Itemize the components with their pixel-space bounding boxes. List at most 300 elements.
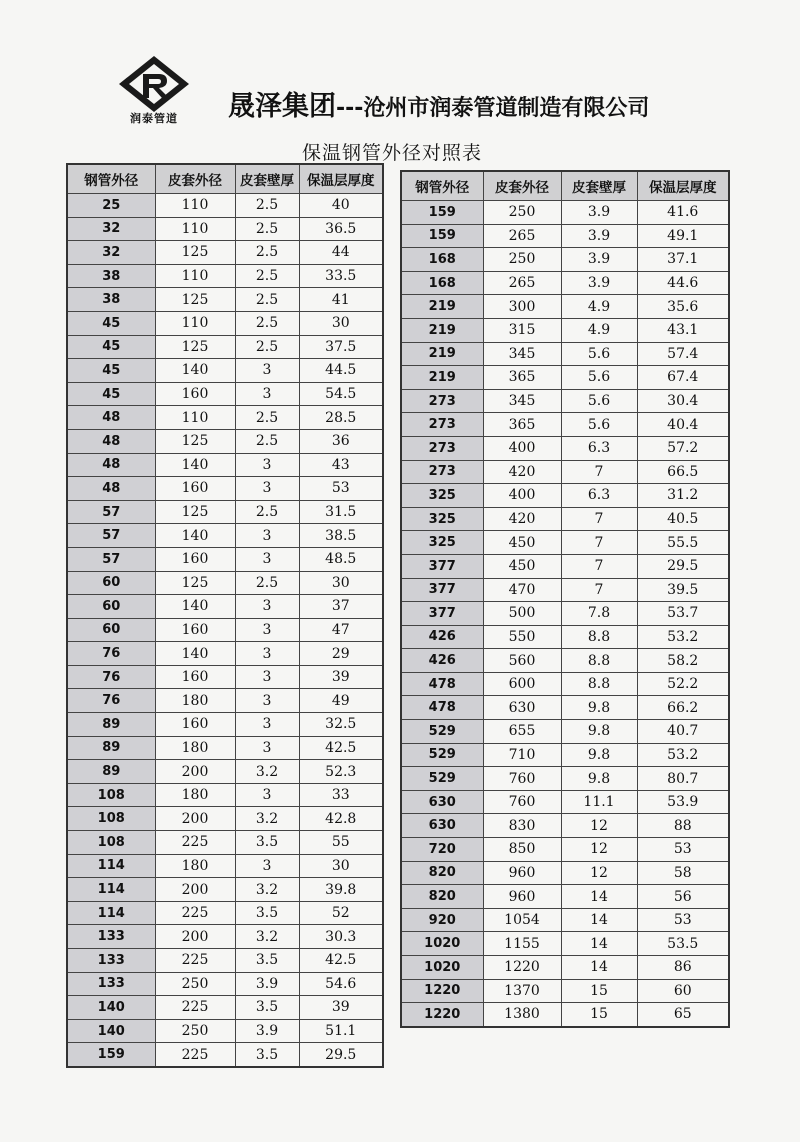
jacket-wall-cell: 12	[561, 861, 637, 885]
jacket-od-cell: 560	[483, 649, 561, 673]
table-row	[67, 972, 383, 996]
table-row	[401, 956, 729, 980]
steel-od-cell: 325	[401, 507, 483, 531]
col-header-jacket-od: 皮套外径	[483, 171, 561, 201]
table-row	[401, 318, 729, 342]
company-group: 晟泽集团	[228, 91, 336, 122]
jacket-od-cell: 1220	[483, 956, 561, 980]
jacket-od-cell: 550	[483, 625, 561, 649]
jacket-od-cell: 345	[483, 389, 561, 413]
header-row	[67, 164, 383, 194]
company-logo	[104, 54, 204, 130]
table-row	[401, 790, 729, 814]
jacket-od-cell: 960	[483, 861, 561, 885]
jacket-wall-cell: 3.5	[235, 996, 299, 1020]
jacket-wall-cell: 3	[235, 783, 299, 807]
table-row	[67, 264, 383, 288]
jacket-wall-cell: 3.2	[235, 878, 299, 902]
steel-od-cell: 133	[67, 972, 155, 996]
steel-od-cell: 529	[401, 743, 483, 767]
jacket-od-cell: 365	[483, 366, 561, 390]
jacket-wall-cell: 7	[561, 460, 637, 484]
insulation-cell: 44.5	[299, 359, 383, 383]
insulation-cell: 41.6	[637, 201, 729, 225]
table-row	[67, 335, 383, 359]
jacket-od-cell: 200	[155, 760, 235, 784]
insulation-cell: 67.4	[637, 366, 729, 390]
table-row	[67, 689, 383, 713]
jacket-od-cell: 655	[483, 720, 561, 744]
jacket-wall-cell: 7	[561, 578, 637, 602]
steel-od-cell: 48	[67, 406, 155, 430]
steel-od-cell: 1220	[401, 1003, 483, 1027]
jacket-od-cell: 960	[483, 885, 561, 909]
col-header-jacket-wall: 皮套壁厚	[235, 164, 299, 194]
jacket-wall-cell: 11.1	[561, 790, 637, 814]
insulation-cell: 86	[637, 956, 729, 980]
steel-od-cell: 60	[67, 571, 155, 595]
insulation-cell: 52.3	[299, 760, 383, 784]
jacket-wall-cell: 3.9	[235, 972, 299, 996]
jacket-od-cell: 365	[483, 413, 561, 437]
table-row	[401, 625, 729, 649]
jacket-od-cell: 125	[155, 429, 235, 453]
jacket-wall-cell: 3	[235, 524, 299, 548]
jacket-od-cell: 300	[483, 295, 561, 319]
insulation-cell: 57.2	[637, 436, 729, 460]
insulation-cell: 60	[637, 979, 729, 1003]
table-row	[67, 831, 383, 855]
insulation-cell: 51.1	[299, 1019, 383, 1043]
insulation-cell: 29.5	[637, 554, 729, 578]
insulation-cell: 29	[299, 642, 383, 666]
jacket-wall-cell: 3	[235, 547, 299, 571]
insulation-cell: 40.4	[637, 413, 729, 437]
jacket-wall-cell: 9.8	[561, 767, 637, 791]
jacket-wall-cell: 3	[235, 736, 299, 760]
jacket-od-cell: 180	[155, 689, 235, 713]
steel-od-cell: 159	[401, 201, 483, 225]
jacket-od-cell: 345	[483, 342, 561, 366]
jacket-wall-cell: 3.2	[235, 760, 299, 784]
table-row	[67, 925, 383, 949]
jacket-wall-cell: 3.9	[561, 271, 637, 295]
jacket-wall-cell: 8.8	[561, 672, 637, 696]
insulation-cell: 66.2	[637, 696, 729, 720]
insulation-cell: 53.7	[637, 602, 729, 626]
steel-od-cell: 219	[401, 342, 483, 366]
logo-text: 润泰管道	[130, 112, 178, 125]
table-row	[67, 996, 383, 1020]
jacket-od-cell: 110	[155, 311, 235, 335]
table-row	[67, 1019, 383, 1043]
insulation-cell: 31.2	[637, 484, 729, 508]
jacket-wall-cell: 3.9	[561, 201, 637, 225]
insulation-cell: 42.5	[299, 736, 383, 760]
insulation-cell: 48.5	[299, 547, 383, 571]
jacket-wall-cell: 3.5	[235, 1043, 299, 1067]
table-row	[401, 342, 729, 366]
insulation-cell: 39.8	[299, 878, 383, 902]
steel-od-cell: 273	[401, 413, 483, 437]
jacket-od-cell: 110	[155, 406, 235, 430]
steel-od-cell: 48	[67, 453, 155, 477]
table-row	[67, 736, 383, 760]
insulation-cell: 28.5	[299, 406, 383, 430]
jacket-od-cell: 1155	[483, 932, 561, 956]
jacket-wall-cell: 5.6	[561, 366, 637, 390]
table-row	[401, 436, 729, 460]
steel-od-cell: 273	[401, 436, 483, 460]
steel-od-cell: 76	[67, 689, 155, 713]
table-row	[401, 248, 729, 272]
insulation-cell: 33.5	[299, 264, 383, 288]
jacket-od-cell: 760	[483, 767, 561, 791]
jacket-wall-cell: 14	[561, 956, 637, 980]
jacket-wall-cell: 8.8	[561, 625, 637, 649]
insulation-cell: 49	[299, 689, 383, 713]
col-header-jacket-od: 皮套外径	[155, 164, 235, 194]
jacket-wall-cell: 3.5	[235, 831, 299, 855]
steel-od-cell: 630	[401, 814, 483, 838]
steel-od-cell: 108	[67, 783, 155, 807]
jacket-od-cell: 200	[155, 878, 235, 902]
steel-od-cell: 60	[67, 595, 155, 619]
table-row	[67, 500, 383, 524]
jacket-od-cell: 250	[483, 248, 561, 272]
jacket-wall-cell: 2.5	[235, 335, 299, 359]
steel-od-cell: 45	[67, 359, 155, 383]
table-row	[67, 429, 383, 453]
steel-od-cell: 76	[67, 665, 155, 689]
table-row	[401, 1003, 729, 1027]
insulation-cell: 39.5	[637, 578, 729, 602]
insulation-cell: 30.3	[299, 925, 383, 949]
insulation-cell: 44	[299, 241, 383, 265]
table-row	[67, 807, 383, 831]
steel-od-cell: 219	[401, 295, 483, 319]
jacket-wall-cell: 2.5	[235, 429, 299, 453]
table-row	[67, 1043, 383, 1067]
col-header-steel-od: 钢管外径	[67, 164, 155, 194]
jacket-od-cell: 250	[155, 972, 235, 996]
insulation-cell: 41	[299, 288, 383, 312]
jacket-od-cell: 470	[483, 578, 561, 602]
insulation-cell: 49.1	[637, 224, 729, 248]
table-row	[67, 524, 383, 548]
table-row	[401, 507, 729, 531]
insulation-cell: 65	[637, 1003, 729, 1027]
table-row	[67, 217, 383, 241]
table-row	[401, 295, 729, 319]
steel-od-cell: 48	[67, 477, 155, 501]
jacket-od-cell: 200	[155, 925, 235, 949]
jacket-wall-cell: 2.5	[235, 194, 299, 218]
jacket-wall-cell: 12	[561, 814, 637, 838]
steel-od-cell: 377	[401, 554, 483, 578]
jacket-od-cell: 250	[155, 1019, 235, 1043]
steel-od-cell: 140	[67, 1019, 155, 1043]
jacket-od-cell: 125	[155, 241, 235, 265]
table-row	[401, 861, 729, 885]
steel-od-cell: 219	[401, 318, 483, 342]
table-row	[401, 554, 729, 578]
steel-od-cell: 114	[67, 901, 155, 925]
table-row	[401, 767, 729, 791]
jacket-od-cell: 125	[155, 288, 235, 312]
jacket-od-cell: 140	[155, 595, 235, 619]
steel-od-cell: 630	[401, 790, 483, 814]
insulation-cell: 42.8	[299, 807, 383, 831]
steel-od-cell: 45	[67, 335, 155, 359]
table-row	[401, 743, 729, 767]
jacket-wall-cell: 9.8	[561, 743, 637, 767]
jacket-od-cell: 225	[155, 996, 235, 1020]
jacket-od-cell: 400	[483, 436, 561, 460]
insulation-cell: 33	[299, 783, 383, 807]
insulation-cell: 53.9	[637, 790, 729, 814]
steel-od-cell: 219	[401, 366, 483, 390]
table-row	[67, 194, 383, 218]
r-logo-icon	[117, 54, 191, 114]
steel-od-cell: 108	[67, 831, 155, 855]
jacket-wall-cell: 3	[235, 359, 299, 383]
steel-od-cell: 478	[401, 672, 483, 696]
jacket-od-cell: 140	[155, 524, 235, 548]
steel-od-cell: 820	[401, 885, 483, 909]
steel-od-cell: 140	[67, 996, 155, 1020]
steel-od-cell: 48	[67, 429, 155, 453]
table-row	[401, 838, 729, 862]
steel-od-cell: 114	[67, 878, 155, 902]
jacket-wall-cell: 3	[235, 713, 299, 737]
jacket-od-cell: 125	[155, 335, 235, 359]
table-row	[401, 531, 729, 555]
jacket-od-cell: 760	[483, 790, 561, 814]
steel-od-cell: 38	[67, 264, 155, 288]
insulation-cell: 39	[299, 665, 383, 689]
steel-od-cell: 168	[401, 271, 483, 295]
steel-od-cell: 89	[67, 760, 155, 784]
jacket-od-cell: 160	[155, 665, 235, 689]
insulation-cell: 38.5	[299, 524, 383, 548]
steel-od-cell: 133	[67, 949, 155, 973]
jacket-wall-cell: 3.5	[235, 901, 299, 925]
jacket-od-cell: 420	[483, 460, 561, 484]
jacket-od-cell: 600	[483, 672, 561, 696]
company-subtitle: ---沧州市润泰管道制造有限公司	[336, 96, 650, 121]
table-row	[401, 720, 729, 744]
col-header-steel-od: 钢管外径	[401, 171, 483, 201]
jacket-od-cell: 140	[155, 642, 235, 666]
jacket-od-cell: 225	[155, 949, 235, 973]
insulation-cell: 40.7	[637, 720, 729, 744]
jacket-od-cell: 160	[155, 382, 235, 406]
jacket-wall-cell: 14	[561, 908, 637, 932]
jacket-wall-cell: 2.5	[235, 288, 299, 312]
steel-od-cell: 57	[67, 500, 155, 524]
jacket-wall-cell: 4.9	[561, 295, 637, 319]
insulation-cell: 36.5	[299, 217, 383, 241]
steel-od-cell: 273	[401, 460, 483, 484]
jacket-od-cell: 630	[483, 696, 561, 720]
jacket-od-cell: 1054	[483, 908, 561, 932]
jacket-wall-cell: 7.8	[561, 602, 637, 626]
insulation-cell: 30	[299, 311, 383, 335]
jacket-wall-cell: 14	[561, 932, 637, 956]
steel-od-cell: 325	[401, 484, 483, 508]
insulation-cell: 52.2	[637, 672, 729, 696]
steel-od-cell: 89	[67, 736, 155, 760]
jacket-wall-cell: 3	[235, 453, 299, 477]
insulation-cell: 37	[299, 595, 383, 619]
jacket-od-cell: 850	[483, 838, 561, 862]
jacket-od-cell: 830	[483, 814, 561, 838]
steel-od-cell: 133	[67, 925, 155, 949]
steel-od-cell: 273	[401, 389, 483, 413]
steel-od-cell: 45	[67, 382, 155, 406]
jacket-od-cell: 180	[155, 854, 235, 878]
jacket-wall-cell: 3	[235, 665, 299, 689]
table-row	[67, 713, 383, 737]
jacket-wall-cell: 5.6	[561, 389, 637, 413]
insulation-cell: 53	[637, 908, 729, 932]
jacket-wall-cell: 2.5	[235, 311, 299, 335]
jacket-od-cell: 200	[155, 807, 235, 831]
jacket-od-cell: 420	[483, 507, 561, 531]
insulation-cell: 35.6	[637, 295, 729, 319]
insulation-cell: 55	[299, 831, 383, 855]
jacket-wall-cell: 6.3	[561, 436, 637, 460]
jacket-od-cell: 710	[483, 743, 561, 767]
jacket-wall-cell: 3.9	[561, 224, 637, 248]
insulation-cell: 29.5	[299, 1043, 383, 1067]
table-row	[67, 547, 383, 571]
insulation-cell: 30	[299, 854, 383, 878]
table-row	[401, 271, 729, 295]
steel-od-cell: 25	[67, 194, 155, 218]
insulation-cell: 36	[299, 429, 383, 453]
steel-od-cell: 1020	[401, 956, 483, 980]
table-row	[401, 885, 729, 909]
insulation-cell: 40	[299, 194, 383, 218]
table-row	[401, 201, 729, 225]
table-row	[401, 389, 729, 413]
table-row	[401, 366, 729, 390]
jacket-od-cell: 125	[155, 571, 235, 595]
table-row	[67, 949, 383, 973]
col-header-insulation: 保温层厚度	[299, 164, 383, 194]
steel-od-cell: 114	[67, 854, 155, 878]
table-row	[67, 618, 383, 642]
table-row	[67, 477, 383, 501]
table-row	[67, 311, 383, 335]
insulation-cell: 53	[637, 838, 729, 862]
jacket-wall-cell: 2.5	[235, 241, 299, 265]
insulation-cell: 42.5	[299, 949, 383, 973]
jacket-wall-cell: 2.5	[235, 217, 299, 241]
steel-od-cell: 76	[67, 642, 155, 666]
table-row	[67, 901, 383, 925]
table-row	[401, 602, 729, 626]
steel-od-cell: 60	[67, 618, 155, 642]
jacket-wall-cell: 3	[235, 854, 299, 878]
jacket-wall-cell: 2.5	[235, 406, 299, 430]
steel-od-cell: 920	[401, 908, 483, 932]
table-row	[67, 359, 383, 383]
table-row	[67, 406, 383, 430]
insulation-cell: 58.2	[637, 649, 729, 673]
jacket-od-cell: 400	[483, 484, 561, 508]
jacket-wall-cell: 3	[235, 642, 299, 666]
insulation-cell: 47	[299, 618, 383, 642]
jacket-wall-cell: 3.5	[235, 949, 299, 973]
insulation-cell: 31.5	[299, 500, 383, 524]
jacket-od-cell: 225	[155, 831, 235, 855]
jacket-wall-cell: 3	[235, 477, 299, 501]
table-row	[401, 484, 729, 508]
jacket-wall-cell: 5.6	[561, 413, 637, 437]
jacket-od-cell: 140	[155, 453, 235, 477]
jacket-od-cell: 160	[155, 618, 235, 642]
insulation-cell: 52	[299, 901, 383, 925]
insulation-cell: 53.2	[637, 625, 729, 649]
table-row	[401, 649, 729, 673]
table-row	[401, 932, 729, 956]
table-row	[67, 783, 383, 807]
jacket-od-cell: 265	[483, 271, 561, 295]
jacket-wall-cell: 4.9	[561, 318, 637, 342]
jacket-od-cell: 1370	[483, 979, 561, 1003]
steel-od-cell: 45	[67, 311, 155, 335]
steel-od-cell: 108	[67, 807, 155, 831]
table-row	[67, 453, 383, 477]
table-row	[401, 672, 729, 696]
table-row	[67, 642, 383, 666]
jacket-od-cell: 125	[155, 500, 235, 524]
table-row	[67, 288, 383, 312]
steel-od-cell: 529	[401, 720, 483, 744]
jacket-wall-cell: 9.8	[561, 696, 637, 720]
left-table	[66, 163, 384, 1068]
table-row	[67, 382, 383, 406]
jacket-od-cell: 250	[483, 201, 561, 225]
insulation-cell: 53	[299, 477, 383, 501]
jacket-wall-cell: 6.3	[561, 484, 637, 508]
insulation-cell: 37.5	[299, 335, 383, 359]
insulation-cell: 66.5	[637, 460, 729, 484]
jacket-wall-cell: 7	[561, 554, 637, 578]
jacket-od-cell: 265	[483, 224, 561, 248]
table-row	[67, 878, 383, 902]
jacket-wall-cell: 3	[235, 595, 299, 619]
jacket-od-cell: 160	[155, 477, 235, 501]
jacket-wall-cell: 12	[561, 838, 637, 862]
jacket-wall-cell: 7	[561, 507, 637, 531]
insulation-cell: 43.1	[637, 318, 729, 342]
jacket-wall-cell: 5.6	[561, 342, 637, 366]
steel-od-cell: 377	[401, 602, 483, 626]
jacket-od-cell: 225	[155, 1043, 235, 1067]
steel-od-cell: 32	[67, 217, 155, 241]
table-row	[401, 979, 729, 1003]
table-row	[401, 578, 729, 602]
jacket-wall-cell: 2.5	[235, 571, 299, 595]
insulation-cell: 55.5	[637, 531, 729, 555]
insulation-cell: 53.5	[637, 932, 729, 956]
jacket-wall-cell: 3	[235, 689, 299, 713]
jacket-wall-cell: 3	[235, 618, 299, 642]
